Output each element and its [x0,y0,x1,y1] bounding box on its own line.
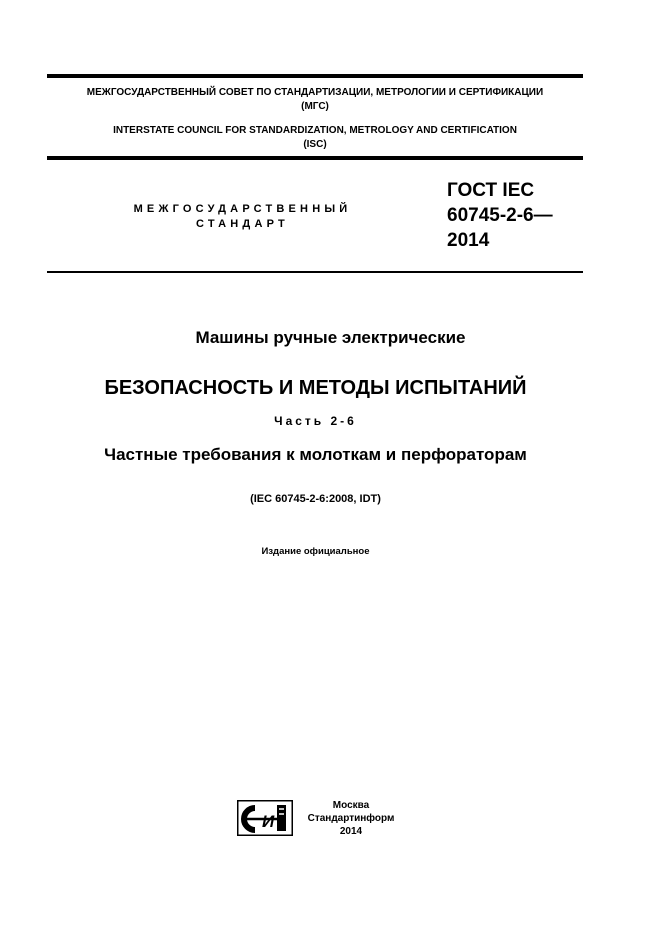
svg-text:И: И [262,812,275,831]
middle-rule [47,156,583,160]
standard-kind-line2: СТАНДАРТ [196,218,289,230]
publication-year: 2014 [339,826,363,837]
standard-kind [110,202,375,232]
designation-line2: 60745-2-6— [447,205,553,226]
bottom-rule [47,271,583,273]
designation-line1: ГОСТ IEC [447,180,535,201]
publisher-block [296,799,406,838]
standartinform-logo-icon [237,800,293,836]
document-title-main: Машины ручные электрические [195,328,466,347]
designation-line3: 2014 [447,230,490,251]
part-title: Частные требования к молоткам и перфораторам [104,445,527,464]
publisher-name: Стандартинформ [307,813,395,824]
edition-note: Издание официальное [261,546,370,557]
council-name-ru-text: МЕЖГОСУДАРСТВЕННЫЙ СОВЕТ ПО СТАНДАРТИЗАЦИИ, МЕТРОЛОГИИ И СЕРТИФИКАЦИИ [86,87,544,98]
council-name-en-text: INTERSTATE COUNCIL FOR STANDARDIZATION, METROLOGY AND CERTIFICATION [113,125,517,136]
publisher-city: Москва [332,800,370,811]
top-rule [47,74,583,78]
council-name-en [47,124,583,152]
iec-reference: (IEC 60745-2-6:2008, IDT) [250,493,381,505]
council-abbr-ru: (МГС) [301,101,329,112]
standard-kind-line1: МЕЖГОСУДАРСТВЕННЫЙ [133,203,352,215]
part-number: Часть 2-6 [274,414,357,428]
document-title-safety: БЕЗОПАСНОСТЬ И МЕТОДЫ ИСПЫТАНИЙ [104,377,527,399]
council-abbr-en: (ISC) [303,139,327,150]
standard-designation [447,178,553,253]
council-name-ru [47,86,583,114]
